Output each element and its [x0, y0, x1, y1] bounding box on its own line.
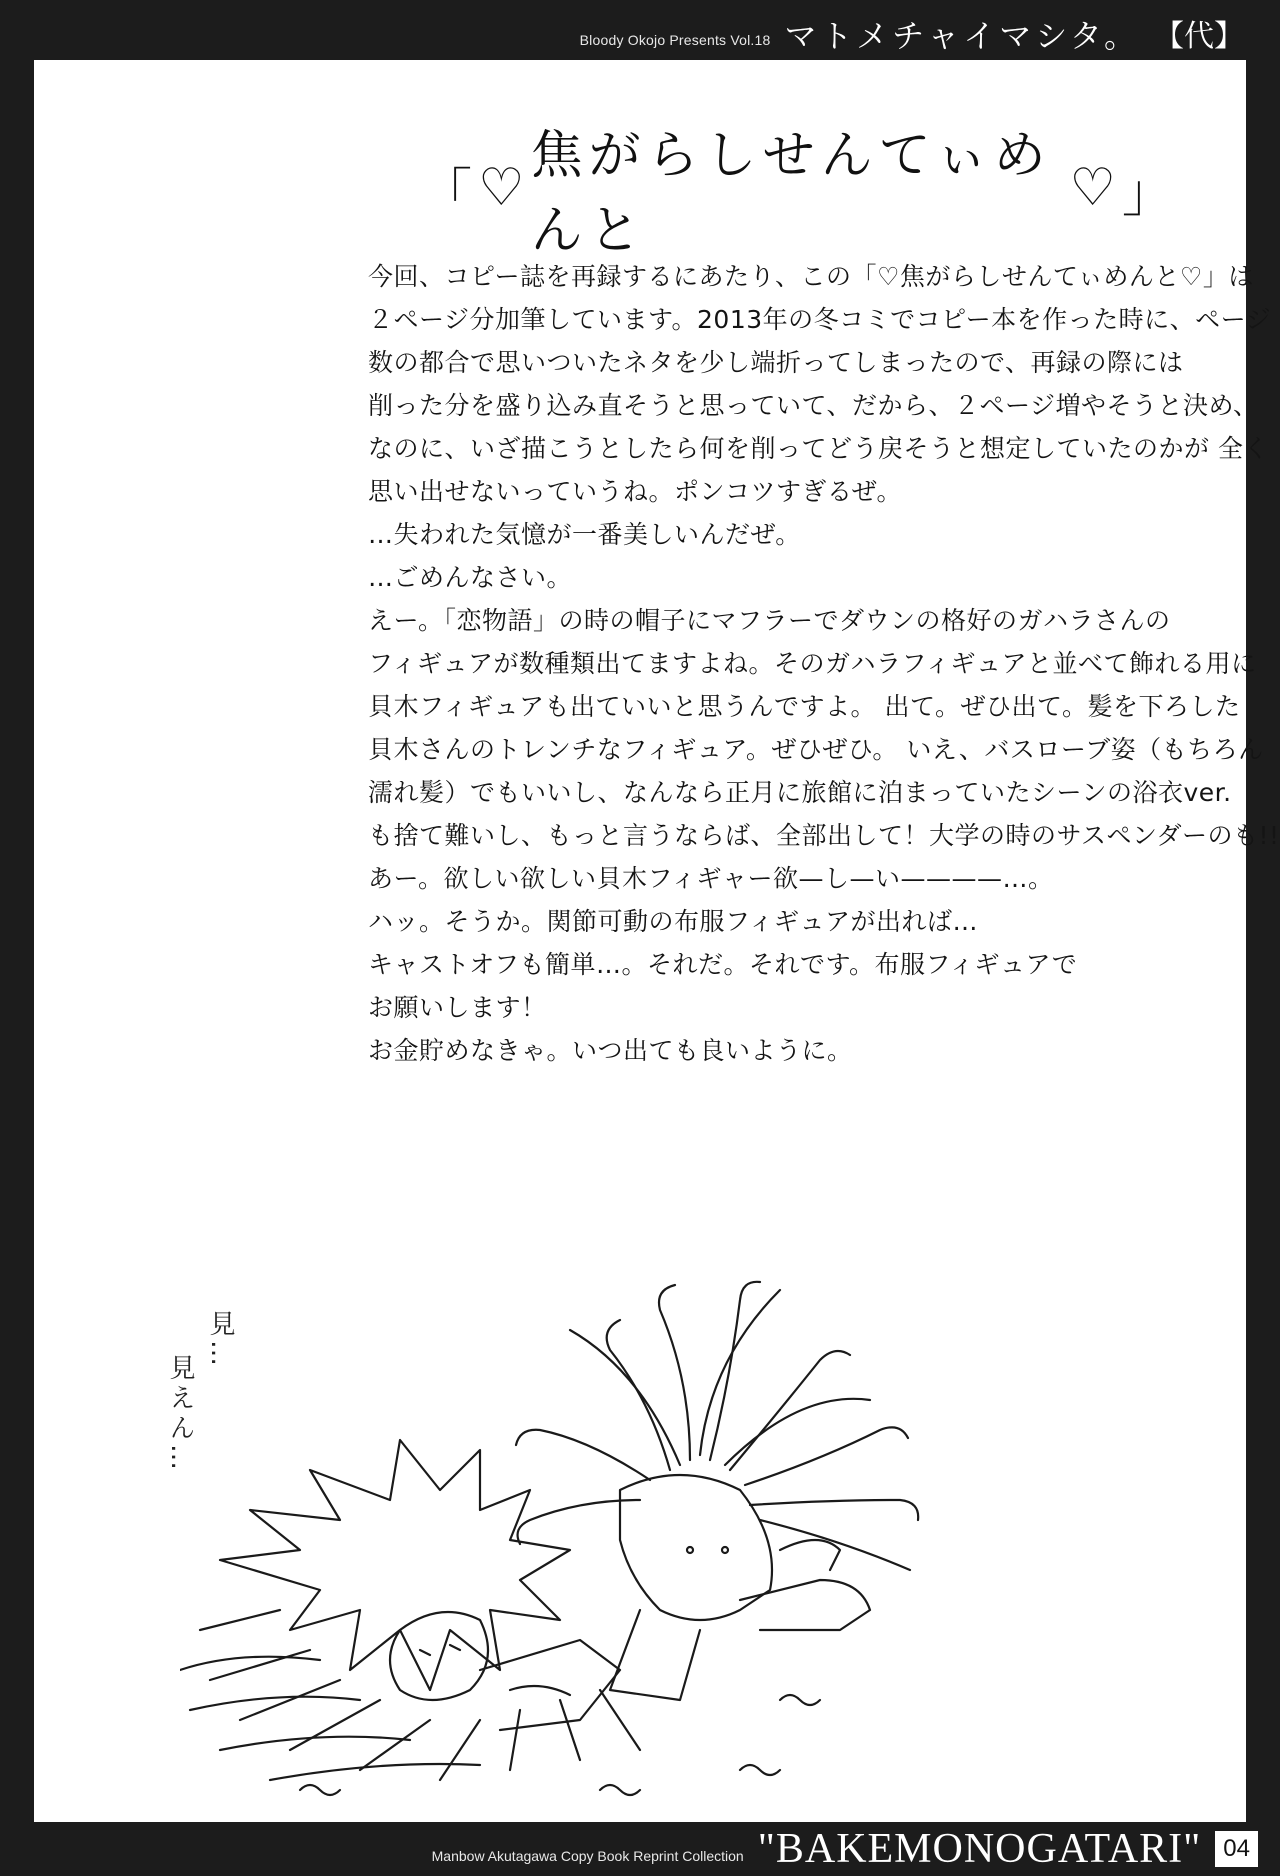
header-title: マトメチャイマシタ。: [784, 17, 1140, 55]
section-title: [420, 126, 1180, 261]
body-line: 濡れ髪）でもいいし、なんなら正月に旅館に泊まっていたシーンの浴衣ver.: [368, 778, 1232, 807]
body-line: も捨て難いし、もっと言うならば、全部出して！大学の時のサスペンダーのも!!: [368, 821, 1280, 850]
body-line: なのに、いざ描こうとしたら何を削ってどう戻そうと想定していたのかが 全く: [368, 434, 1269, 463]
footer: [432, 1822, 1258, 1876]
body-line: 貝木さんのトレンチなフィギュア。ぜひぜひ。 いえ、バスローブ姿（もちろん: [368, 735, 1264, 764]
body-line: お金貯めなきゃ。いつ出ても良いように。: [368, 1036, 853, 1065]
body-line: キャストオフも簡単…。それだ。それです。布服フィギュアで: [368, 950, 1078, 979]
illustration-caption-1: 見…: [205, 1310, 235, 1370]
body-line: …ごめんなさい。: [368, 563, 573, 592]
body-line: あー。欲しい欲しい貝木フィギャー欲—し—い————…。: [368, 864, 1054, 893]
body-line: ２ページ分加筆しています。2013年の冬コミでコピー本を作った時に、ページ: [368, 305, 1272, 334]
body-line: …失われた気憶が一番美しいんだぜ。: [368, 520, 801, 549]
header-bracket: 【代】: [1154, 19, 1244, 54]
body-line: えー。「恋物語」の時の帽子にマフラーでダウンの格好のガハラさんの: [368, 606, 1171, 635]
illustration-caption-2: 見えん…: [165, 1354, 195, 1474]
body-line: 今回、コピー誌を再録するにあたり、この「♡焦がらしせんてぃめんと♡」は: [368, 262, 1254, 291]
illustration: [165, 1250, 1000, 1810]
title-open-bracket: 「: [420, 163, 479, 224]
title-close-bracket: 」: [1121, 163, 1180, 224]
heart-icon: ♡: [478, 158, 531, 218]
header: [580, 0, 1244, 60]
header-presents: Bloody Okojo Presents Vol.18: [579, 32, 771, 48]
footer-series-title: "BAKEMONOGATARI": [757, 1826, 1202, 1872]
body-line: 数の都合で思いついたネタを少し端折ってしまったので、再録の際には: [368, 348, 1184, 377]
page-number: 04: [1215, 1831, 1258, 1867]
body-line: 思い出せないっていうね。ポンコツすぎるぜ。: [368, 477, 903, 506]
body-line: ハッ。そうか。関節可動の布服フィギュアが出れば…: [368, 907, 979, 936]
body-line: 削った分を盛り込み直そうと思っていて、だから、２ページ増やそうと決め、: [368, 391, 1259, 420]
body-line: お願いします！: [368, 993, 547, 1022]
body-line: 貝木フィギュアも出ていいと思うんですよ。 出て。ぜひ出て。髪を下ろした: [368, 692, 1241, 721]
heart-icon: ♡: [1069, 158, 1122, 218]
body-text: [368, 255, 1280, 1072]
line-art-drawing: [180, 1250, 1000, 1810]
body-line: フィギュアが数種類出てますよね。そのガハラフィギュアと並べて飾れる用に: [368, 649, 1257, 678]
footer-collection: Manbow Akutagawa Copy Book Reprint Collection: [431, 1848, 744, 1864]
title-text: 焦がらしせんてぃめんと: [530, 126, 1052, 261]
